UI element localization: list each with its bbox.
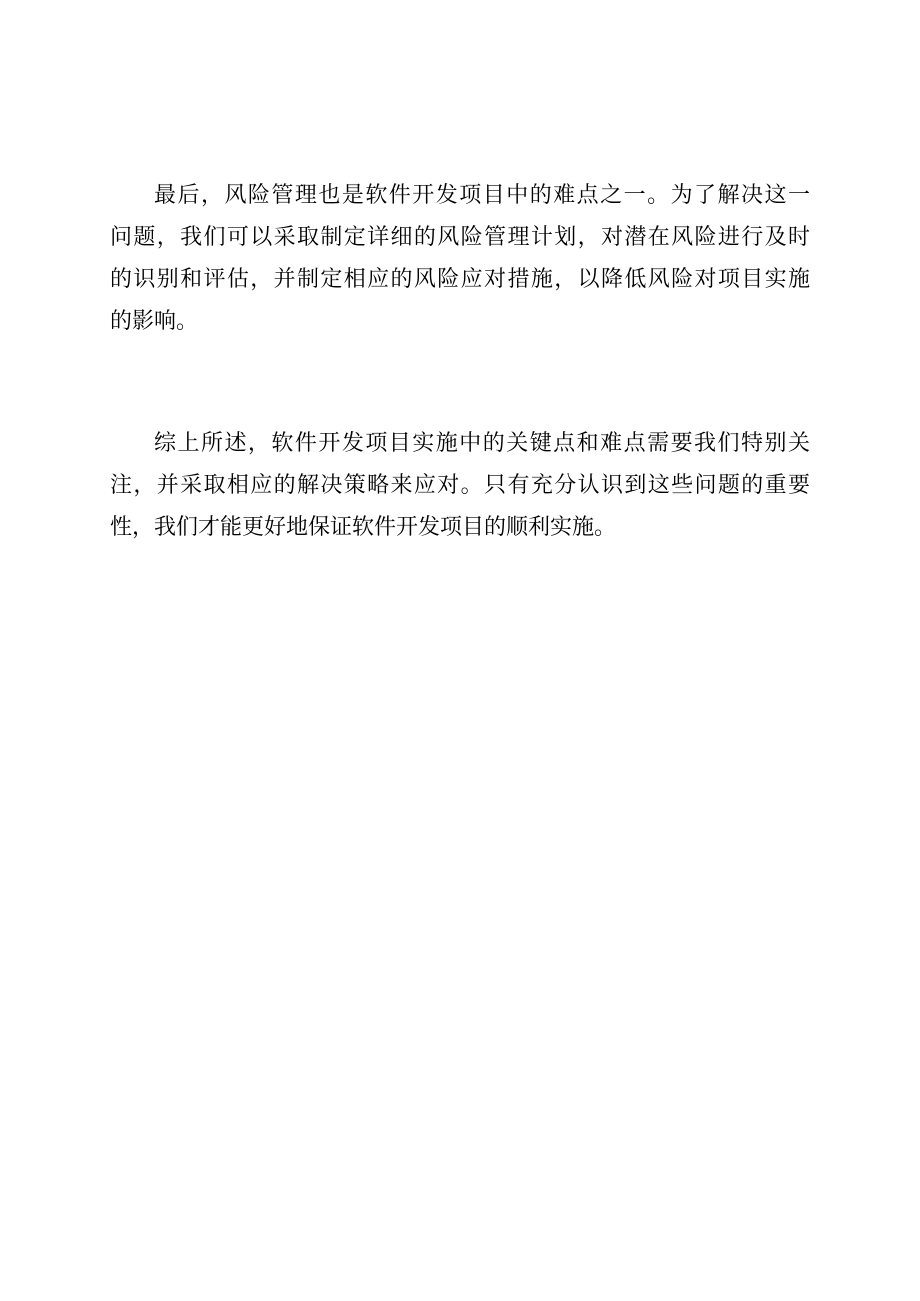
paragraph-line: 最后，风险管理也是软件开发项目中的难点之一。为了解决这一 — [154, 183, 810, 208]
paragraph-line: 性，我们才能更好地保证软件开发项目的顺利实施。 — [110, 515, 617, 540]
paragraph-line: 注，并采取相应的解决策略来应对。只有充分认识到这些问题的重要 — [110, 473, 810, 498]
document-body — [110, 175, 810, 549]
paragraph-conclusion — [110, 423, 810, 549]
paragraph-line: 的识别和评估，并制定相应的风险应对措施，以降低风险对项目实施 — [110, 267, 810, 292]
paragraph-risk-management — [110, 175, 810, 343]
paragraph-spacer — [110, 343, 810, 423]
paragraph-line: 综上所述，软件开发项目实施中的关键点和难点需要我们特别关 — [154, 431, 810, 456]
paragraph-line: 的影响。 — [110, 309, 199, 334]
paragraph-line: 问题，我们可以采取制定详细的风险管理计划，对潜在风险进行及时 — [110, 225, 810, 250]
